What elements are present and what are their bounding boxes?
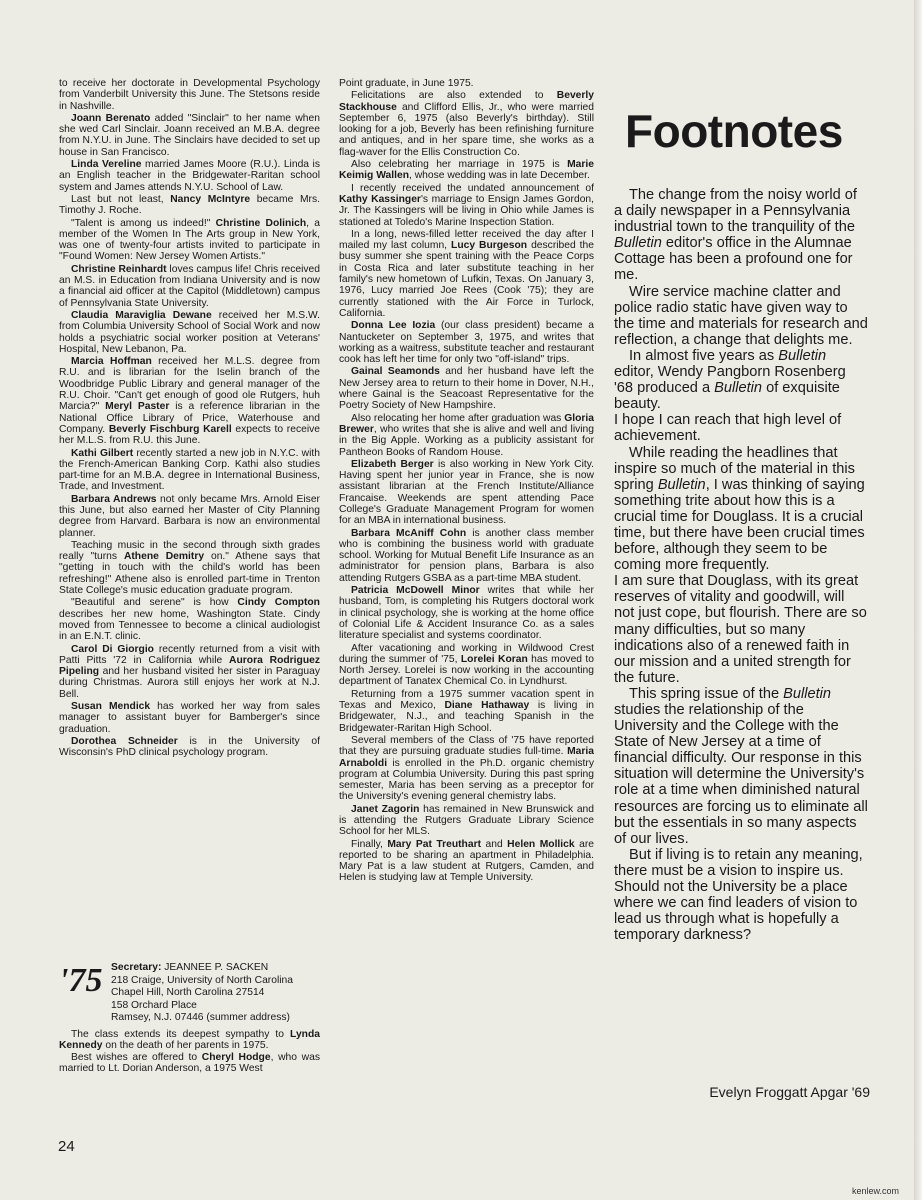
text-run: studies the relationship of the University and the College with the State of New Jersey at a time of financial difficulty. Our response in this situation will determine the University's role at a time when diminished natural resources are forcing us to eliminate all but the essentials in so many aspects of our lives. [614, 702, 868, 847]
text-run: Several members of the Class of '75 have reported that they are pursuing graduate studies full-time. [339, 734, 594, 758]
paragraph [614, 412, 868, 444]
secretary-line [111, 962, 293, 975]
text-run: added "Sinclair" to her name when she wed Carl Sinclair. Joann received an M.B.A. degree from N.Y.U. in June. The Sinclairs have decided to set up house in San Francisco. [59, 112, 320, 158]
paragraph [339, 689, 594, 734]
name-bold: Lucy Burgeson [451, 240, 528, 252]
text-run: , a member of the Women In The Arts group in New York, was one of twenty-four artists invited to participate in "Found Women: New Jersey Women Artists." [59, 217, 320, 263]
name-bold: Gainal Seamonds [351, 366, 440, 378]
name-bold: Joann Berenato [71, 112, 151, 124]
paragraph [59, 494, 320, 539]
name-bold: Janet Zagorin [351, 803, 420, 815]
publication-title: Bulletin [783, 685, 831, 702]
name-bold: Claudia Maraviglia Dewane [71, 309, 212, 321]
name-bold: Christine Reinhardt [71, 263, 167, 275]
name-bold: Lynda Kennedy [59, 1028, 320, 1051]
text-run: The class extends its deepest sympathy to [71, 1028, 291, 1040]
name-bold: Lorelei Koran [460, 653, 528, 665]
secretary-address-2: Chapel Hill, North Carolina 27514 [111, 987, 265, 998]
text-run: is living in Bridgewater, N.J., and teaching Spanish in the Bridgewater-Raritan High School. [339, 700, 595, 734]
name-bold: Kathy Kassinger [339, 193, 421, 205]
text-run: Point graduate, in June 1975. [339, 78, 474, 89]
name-bold: Carol Di Giorgio [71, 643, 154, 655]
name-bold: Diane Hathaway [444, 700, 530, 712]
paragraph [339, 528, 594, 584]
footnotes-body [614, 187, 868, 943]
name-bold: Nancy McIntyre [170, 193, 251, 205]
paragraph [59, 264, 320, 309]
text-run: has moved to North Jersey. Lorelei is now working in the accounting department of Tanatex Chemical Co. in Lyndhurst. [339, 653, 594, 688]
class-notes-column-middle [339, 78, 594, 885]
paragraph [339, 183, 594, 228]
class-year-label: '75 [59, 962, 103, 999]
text-run: Returning from a 1975 summer vacation spent in Texas and Mexico, [339, 688, 594, 712]
name-bold: Helen Mollick [507, 838, 575, 850]
secretary-label: Secretary: [111, 962, 162, 973]
paragraph [339, 804, 594, 838]
paragraph [59, 78, 320, 112]
paragraph [339, 735, 594, 803]
text-run: In almost five years as [629, 347, 779, 364]
publication-title: Bulletin [614, 235, 662, 252]
text-run: and Clifford Ellis, Jr., who were married September 6, 1975 (also Beverly's birthday). Still looking for a job, Beverly has been refinishing furniture and antiques, and in her spare time, she works as a flag-waver for the Ellis Construction Co. [339, 101, 594, 158]
publication-title: Bulletin [657, 476, 706, 493]
text-run: I recently received the undated announcement of [351, 182, 594, 194]
paragraph [339, 229, 594, 319]
text-run: I am sure that Douglass, with its great reserves of vitality and goodwill, will not just cope, but flourish. There are so many difficulties, but so many indications also of a renewed faith in our mission and a united strength for the future. [614, 573, 867, 686]
text-run: Finally, [351, 838, 388, 850]
paragraph [59, 159, 320, 193]
name-bold: Beverly Fischburg Karell [108, 423, 232, 435]
text-run: Also relocating her home after graduation was [351, 412, 565, 424]
text-run: Best wishes are offered to [71, 1052, 202, 1064]
text-run: and her husband visited her sister in Paraguay during Christmas. Aurora still enjoys her work at N.J. Bell. [59, 666, 320, 700]
paragraph [59, 597, 320, 642]
name-bold: Meryl Paster [105, 401, 170, 413]
name-bold: Dorothea Schneider [71, 735, 178, 747]
watermark: kenlew.com [852, 1186, 900, 1196]
publication-title: Bulletin [778, 347, 827, 364]
text-run: described the busy summer she spent training with the Peace Corps in Costa Rica and later substitute teaching in her family's new hometown of Lufkin, Texas. On January 3, 1976, Lucy married Joe Rees (Cook '75); they are currently stationed with the Air Force in Turlock, California. [339, 240, 594, 319]
secretary-address-3: 158 Orchard Place [111, 999, 197, 1011]
name-bold: Cheryl Hodge [201, 1052, 271, 1064]
name-bold: Mary Pat Treuthart [387, 838, 482, 850]
text-run: expects to receive her M.L.S. from R.U. this June. [59, 423, 320, 447]
paragraph [339, 78, 594, 89]
text-run: , I was thinking of saying something trite about how this is a crucial time for Douglass. It is a crucial time, but there have been crucial times before, although they seem to be coming more frequently. [614, 476, 865, 574]
page-edge [914, 0, 922, 1200]
paragraph [59, 540, 320, 596]
text-run: married James Moore (R.U.). Linda is an English teacher in the Bridgewater-Raritan school system and James attends N.Y.U. School of Law. [59, 159, 320, 193]
publication-title: Bulletin [714, 380, 763, 397]
paragraph [59, 1052, 320, 1075]
text-run: loves campus life! Chris received an M.S. in Education from Indiana University and is now a financial aid officer at the Capitol (Middletown) campus of Pennsylvania State University. [59, 263, 320, 309]
text-run: has worked her way from sales manager to assistant buyer for Bamberger's since graduation. [59, 701, 320, 735]
paragraph [59, 310, 320, 355]
text-run: Felicitations are also extended to [351, 90, 557, 102]
name-bold: Marcia Hoffman [71, 356, 152, 368]
text-run: has remained in New Brunswick and is attending the Rutgers Graduate Library Science School for her MLS. [339, 803, 595, 838]
paragraph [614, 445, 868, 574]
paragraph [339, 459, 594, 527]
text-run: recently returned from a visit with Patti Pitts '72 in California while [59, 643, 321, 666]
paragraph [59, 736, 320, 759]
text-run: editor, Wendy Pangborn Rosenberg '68 produced a [614, 364, 846, 397]
name-bold: Susan Mendick [71, 701, 151, 713]
name-bold: Barbara Andrews [71, 493, 157, 505]
text-run: on." Athene says that "getting in touch with the child's world has been refreshing!" Athene also is enrolled part-time in Trenton State College's music education graduate program. [59, 551, 321, 597]
text-run: received her M.L.S. degree from R.U. and is librarian for the Iselin branch of the Woodbridge Public Library and general manager of the R.U. Choir. "Can't get enough of good ole Rutgers, huh Marcia?" [59, 356, 320, 413]
text-run: describes her new home, Washington State. Cindy moved from Tennessee to become a clinical audiologist in an E.N.T. clinic. [59, 608, 320, 643]
name-bold: Athene Demitry [123, 551, 205, 563]
name-bold: Patricia McDowell Minor [351, 585, 480, 597]
paragraph [339, 159, 594, 182]
text-run: Also celebrating her marriage in 1975 is [351, 159, 568, 171]
class-1975-header [59, 962, 320, 1025]
text-run: is also working in New York City. Having spent her junior year in France, she is now assistant librarian at the French Institute/Alliance Francaise. Weekends are spent attending Pace College's Graduate Management Program for women for an MBA in international business. [339, 458, 594, 527]
text-run: While reading the headlines that inspire so much of the material in this spring [614, 444, 855, 493]
text-run: Wire service machine clatter and police radio static have given way to the time and materials for research and reflection, a change that delights me. [614, 283, 868, 348]
paragraph [59, 1029, 320, 1052]
class-1975-notes [59, 1029, 320, 1075]
paragraph [614, 847, 868, 944]
paragraph [614, 348, 868, 412]
text-run: , whose wedding was in late December. [409, 170, 590, 182]
secretary-address-1: 218 Craige, University of North Carolina [111, 974, 293, 986]
text-run: and her husband have left the New Jersey area to return to their home in Dover, N.H., where Gainal is the Seacoast Representative for the Poetry Society of New Hampshire. [339, 366, 594, 412]
paragraph [59, 218, 320, 263]
paragraph [339, 90, 594, 158]
text-run: are reported to be sharing an apartment in Philadelphia. Mary Pat is a law student at Rutgers, Camden, and Helen is studying law at Temple University. [339, 838, 594, 884]
page-number: 24 [58, 1138, 75, 1155]
text-run: is a reference librarian in the National Office Library of Price, Waterhouse and Company. [59, 401, 321, 435]
name-bold: Elizabeth Berger [351, 458, 434, 470]
paragraph [614, 284, 868, 348]
text-run: In a long, news-filled letter received the day after I mailed my last column, [339, 228, 594, 252]
text-run: Teaching music in the second through sixth grades really "turns [59, 539, 320, 563]
paragraph [614, 187, 868, 284]
text-run: But if living is to retain any meaning, there must be a vision to inspire us. Should not the University be a place where we can find leaders of vision to lead us through what is hopefully a temporary darkness? [614, 846, 863, 944]
name-bold: Gloria Brewer [339, 412, 594, 435]
text-run: editor's office in the Alumnae Cottage has been a profound one for me. [614, 235, 853, 284]
paragraph [339, 366, 594, 411]
text-run: "Beautiful and serene" is how [71, 597, 238, 609]
paragraph [614, 573, 868, 686]
class-notes-column-left [59, 78, 320, 760]
text-run: recently started a new job in N.Y.C. with the French-American Banking Corp. Kathi also studies part-time for an M.B.A. degree in International Business, Trade, and Investment. [59, 447, 320, 493]
text-run: to receive her doctorate in Developmental Psychology from Vanderbilt University this June. The Stetsons reside in Nashville. [59, 78, 320, 112]
paragraph [59, 448, 320, 493]
text-run: is another class member who is combining the business world with graduate school. Working for Mutual Benefit Life Insurance as an administrator for pension plans, Barbara is also attending Rutgers GSBA as a part-time MBA student. [339, 527, 594, 584]
name-bold: Maria Arnaboldi [339, 746, 594, 769]
text-run: "Talent is among us indeed!" [71, 217, 216, 229]
paragraph [59, 644, 320, 700]
text-run: of exquisite beauty. [614, 380, 840, 413]
paragraph [59, 113, 320, 158]
paragraph [614, 686, 868, 847]
paragraph [59, 194, 320, 217]
paragraph [339, 643, 594, 688]
editor-signature: Evelyn Froggatt Apgar '69 [709, 1084, 870, 1100]
text-run: received her M.S.W. from Columbia University School of Social Work and now holds a psychiatric social worker position at Veterans' Hospital, New Lebanon, Pa. [59, 309, 320, 355]
text-run: became Mrs. Timothy J. Roche. [59, 193, 320, 217]
text-run: writes that while her husband, Tom, is completing his Rutgers doctoral work in clinical psychology, she is working at the home office of Colonial Life & Accident Insurance Co. as a sales literature specialist and systems coordinator. [339, 585, 594, 642]
name-bold: Marie Keimig Wallen [339, 159, 594, 182]
text-run: I hope I can reach that high level of achievement. [614, 412, 842, 445]
paragraph [59, 356, 320, 446]
name-bold: Linda Vereline [71, 159, 142, 171]
text-run: , who writes that she is alive and well and living in the Big Apple. Working as a publicity assistant for Pantheon Books of Random House. [339, 423, 594, 458]
secretary-name: JEANNEE P. SACKEN [161, 962, 269, 973]
text-run: is in the University of Wisconsin's PhD clinical psychology program. [59, 735, 321, 759]
secretary-block [111, 962, 293, 1025]
text-run: not only became Mrs. Arnold Eiser this June, but also earned her Master of City Planning degree from Harvard. Barbara is now an environmental planner. [59, 493, 320, 539]
text-run: and [481, 838, 508, 850]
paragraph [59, 701, 320, 735]
paragraph [339, 320, 594, 365]
name-bold: Beverly Stackhouse [339, 90, 594, 113]
text-run: This spring issue of the [629, 685, 784, 702]
paragraph [339, 413, 594, 458]
secretary-address-4: Ramsey, N.J. 07446 (summer address) [111, 1012, 290, 1023]
paragraph [339, 585, 594, 641]
text-run: Last but not least, [71, 193, 171, 205]
text-run: is enrolled in the Ph.D. organic chemistry program at Columbia University. During this past spring semester, Maria has been serving as a preceptor for the University's evening general chemistry labs. [339, 757, 594, 803]
name-bold: Christine Dolinich [215, 217, 307, 229]
text-run: on the death of her parents in 1975. [102, 1039, 269, 1051]
name-bold: Aurora Rodriguez Pipeling [59, 654, 320, 678]
text-run: , who was married to Lt. Dorian Anderson, a 1975 West [59, 1052, 320, 1075]
text-run: The change from the noisy world of a daily newspaper in a Pennsylvania industrial town to the tranquility of the [614, 187, 857, 236]
class-1975-section [59, 962, 320, 1076]
name-bold: Kathi Gilbert [71, 447, 134, 459]
name-bold: Barbara McAniff Cohn [351, 527, 467, 539]
name-bold: Donna Lee Iozia [351, 320, 436, 332]
footnotes-title: Footnotes [625, 105, 843, 157]
paragraph [339, 839, 594, 884]
name-bold: Cindy Compton [237, 597, 320, 609]
text-run: 's marriage to Ensign James Gordon, Jr. The Kassingers will be living in Ohio while James is stationed at Toledo's Marine Inspection Station. [339, 193, 595, 228]
text-run: (our class president) became a Nantucketer on September 3, 1975, and writes that working as a waitress, substitute teacher and restaurant cook has left her time for only two "off-island" trips. [339, 320, 594, 366]
text-run: After vacationing and working in Wildwood Crest during the summer of '75, [339, 642, 594, 665]
